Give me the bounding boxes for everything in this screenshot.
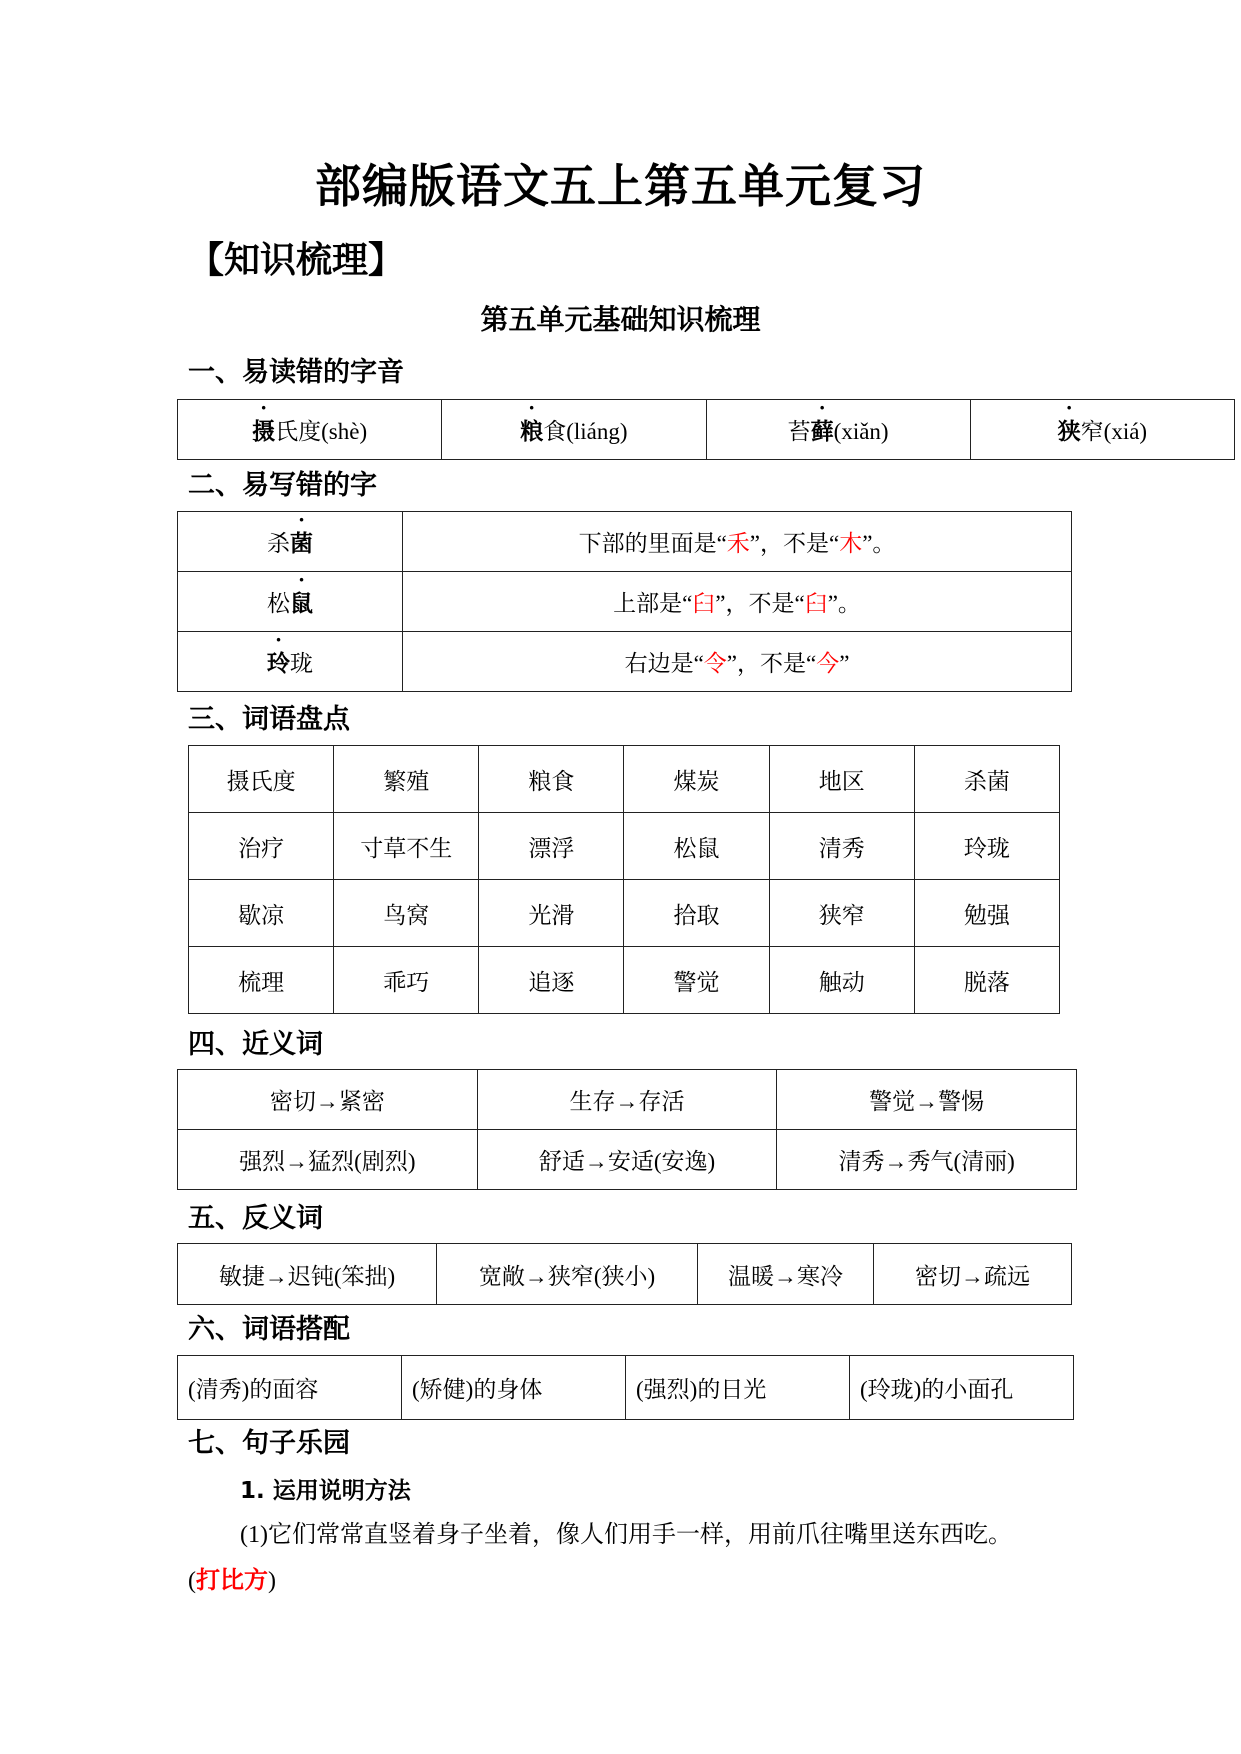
vocab-cell: 光滑	[479, 880, 624, 947]
vocab-cell: 鸟窝	[334, 880, 479, 947]
page-title: 部编版语文五上第五单元复习	[315, 159, 926, 213]
vocab-cell: 狭窄	[769, 880, 914, 947]
vocab-cell: 寸草不生	[334, 813, 479, 880]
table-row	[178, 632, 1072, 692]
note-cell: 下部的里面是“禾”，不是“木”。	[403, 512, 1072, 572]
word-cell: 杀菌	[178, 512, 403, 572]
vocab-cell: 脱落	[914, 947, 1059, 1014]
pron-cell: 狭窄(xiá)	[970, 400, 1234, 460]
vocab-cell: 警觉	[624, 947, 769, 1014]
writing-table	[177, 511, 1072, 692]
vocab-cell: 杀菌	[914, 746, 1059, 813]
vocab-table	[188, 745, 1060, 1014]
example-sentence: (1)它们常常直竖着身子坐着，像人们用手一样，用前爪往嘴里送东西吃。	[240, 1522, 1012, 1548]
table-row	[178, 1130, 1077, 1190]
table-row	[189, 880, 1060, 947]
vocab-cell: 粮食	[479, 746, 624, 813]
table-row	[178, 1356, 1074, 1420]
antonym-cell: 温暖→寒冷	[698, 1244, 874, 1305]
heading-pronunciation: 一、易读错的字音	[188, 357, 404, 388]
antonym-cell: 敏捷→迟钝(笨拙)	[178, 1244, 437, 1305]
table-row	[178, 512, 1072, 572]
vocab-cell: 乖巧	[334, 947, 479, 1014]
emphasis-char: 狭	[1057, 419, 1081, 444]
table-row	[178, 1244, 1072, 1305]
emphasis-char: 粮	[520, 419, 544, 444]
synonym-cell: 清秀→秀气(清丽)	[777, 1130, 1077, 1190]
vocab-cell: 触动	[769, 947, 914, 1014]
collocation-cell: (强烈)的日光	[626, 1356, 850, 1420]
emphasis-char: 摄	[252, 419, 276, 444]
vocab-cell: 松鼠	[624, 813, 769, 880]
heading-antonyms: 五、反义词	[188, 1203, 323, 1234]
answer-line: (打比方)	[188, 1568, 276, 1594]
heading-vocab: 三、词语盘点	[188, 704, 350, 735]
synonym-cell: 强烈→猛烈(剧烈)	[178, 1130, 478, 1190]
vocab-cell: 歇凉	[189, 880, 334, 947]
vocab-cell: 追逐	[479, 947, 624, 1014]
note-cell: 上部是“臼”，不是“臼”。	[403, 572, 1072, 632]
word-cell: 玲珑	[178, 632, 403, 692]
note-cell: 右边是“令”，不是“今”	[403, 632, 1072, 692]
vocab-cell: 煤炭	[624, 746, 769, 813]
table-row	[189, 947, 1060, 1014]
answer-text: 打比方	[196, 1568, 268, 1594]
synonym-cell: 舒适→安适(安逸)	[477, 1130, 777, 1190]
heading-writing: 二、易写错的字	[188, 470, 377, 501]
pronunciation-table	[177, 399, 1235, 460]
vocab-cell: 繁殖	[334, 746, 479, 813]
vocab-cell: 漂浮	[479, 813, 624, 880]
pron-cell: 摄氏度(shè)	[178, 400, 442, 460]
collocations-table	[177, 1355, 1074, 1420]
vocab-cell: 摄氏度	[189, 746, 334, 813]
collocation-cell: (清秀)的面容	[178, 1356, 402, 1420]
synonym-cell: 密切→紧密	[178, 1070, 478, 1130]
synonym-cell: 生存→存活	[477, 1070, 777, 1130]
vocab-cell: 勉强	[914, 880, 1059, 947]
pron-cell: 粮食(liáng)	[442, 400, 706, 460]
synonyms-table	[177, 1069, 1077, 1190]
synonym-cell: 警觉→警惕	[777, 1070, 1077, 1130]
vocab-cell: 清秀	[769, 813, 914, 880]
heading-collocations: 六、词语搭配	[188, 1314, 350, 1345]
vocab-cell: 拾取	[624, 880, 769, 947]
vocab-cell: 地区	[769, 746, 914, 813]
emphasis-char: 藓	[810, 419, 834, 444]
heading-synonyms: 四、近义词	[188, 1029, 323, 1060]
table-row	[189, 813, 1060, 880]
word-cell: 松鼠	[178, 572, 403, 632]
antonym-cell: 密切→疏远	[874, 1244, 1072, 1305]
table-row	[189, 746, 1060, 813]
section-tag: 【知识梳理】	[188, 240, 405, 281]
vocab-cell: 玲珑	[914, 813, 1059, 880]
subtitle: 第五单元基础知识梳理	[480, 303, 761, 336]
subheading-methods: 1. 运用说明方法	[240, 1478, 411, 1504]
vocab-cell: 梳理	[189, 947, 334, 1014]
collocation-cell: (玲珑)的小面孔	[850, 1356, 1074, 1420]
table-row	[178, 572, 1072, 632]
antonym-cell: 宽敞→狭窄(狭小)	[437, 1244, 698, 1305]
pron-cell: 苔藓(xiǎn)	[706, 400, 970, 460]
collocation-cell: (矫健)的身体	[402, 1356, 626, 1420]
heading-sentences: 七、句子乐园	[188, 1428, 350, 1459]
antonyms-table	[177, 1243, 1072, 1305]
table-row	[178, 1070, 1077, 1130]
vocab-cell: 治疗	[189, 813, 334, 880]
